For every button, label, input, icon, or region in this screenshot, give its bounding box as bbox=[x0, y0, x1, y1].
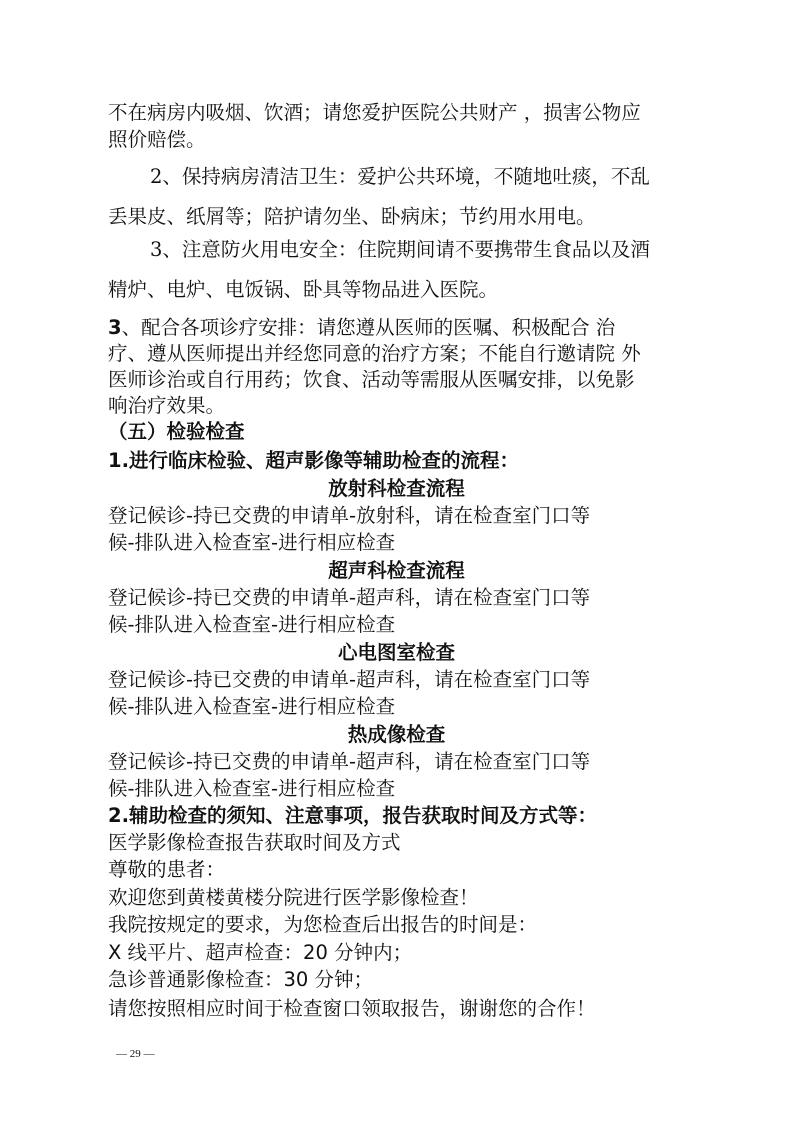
procedure-line: 候-排队进入检查室-进行相应检查 bbox=[108, 613, 396, 636]
paragraph-line: 2、保持病房清洁卫生：爱护公共环境，不随地吐痰，不乱 bbox=[150, 165, 650, 188]
notice-line: 急诊普通影像检查：30 分钟； bbox=[108, 968, 374, 991]
notice-line: 尊敬的患者： bbox=[108, 858, 226, 881]
item-title: 1.进行临床检验、超声影像等辅助检查的流程： bbox=[108, 449, 519, 472]
item-title: 2.辅助检查的须知、注意事项，报告获取时间及方式等： bbox=[108, 804, 597, 827]
procedure-line: 登记候诊-持已交费的申请单-超声科，请在检查室门口等 bbox=[108, 586, 591, 609]
procedure-line: 候-排队进入检查室-进行相应检查 bbox=[108, 777, 396, 800]
notice-line: 请您按照相应时间于检查窗口领取报告，谢谢您的合作！ bbox=[108, 997, 596, 1020]
procedure-title: 热成像检查 bbox=[347, 723, 446, 746]
notice-line: 医学影像检查报告获取时间及方式 bbox=[108, 831, 401, 854]
procedure-line: 候-排队进入检查室-进行相应检查 bbox=[108, 531, 396, 554]
procedure-line: 登记候诊-持已交费的申请单-超声科，请在检查室门口等 bbox=[108, 750, 591, 773]
page-number: — 29 — bbox=[116, 1048, 155, 1060]
paragraph-line: 精炉、电炉、电饭锅、卧具等物品进入医院。 bbox=[108, 278, 499, 301]
section-heading: （五）检验检查 bbox=[108, 420, 245, 443]
procedure-line: 候-排队进入检查室-进行相应检查 bbox=[108, 695, 396, 718]
paragraph-line: 疗、遵从医师提出并经您同意的治疗方案；不能自行邀请院 外 bbox=[108, 342, 641, 365]
paragraph-line: 响治疗效果。 bbox=[108, 394, 226, 417]
paragraph-line: 医师诊治或自行用药；饮食、活动等需服从医嘱安排，以免影 bbox=[108, 368, 635, 391]
notice-line: 欢迎您到黄楼黄楼分院进行医学影像检查！ bbox=[108, 886, 479, 909]
paragraph-line: 照价赔偿。 bbox=[108, 128, 206, 151]
procedure-title: 放射科检查流程 bbox=[328, 477, 465, 500]
paragraph-line bbox=[108, 318, 615, 338]
section-number: 3 bbox=[108, 316, 122, 339]
paragraph-line: 丢果皮、纸屑等；陪护请勿坐、卧病床；节约用水用电。 bbox=[108, 205, 596, 228]
procedure-line: 登记候诊-持已交费的申请单-超声科，请在检查室门口等 bbox=[108, 668, 591, 691]
paragraph-line: 3、注意防火用电安全：住院期间请不要携带生食品以及酒 bbox=[150, 238, 650, 261]
paragraph-line: 不在病房内吸烟、饮酒；请您爱护医院公共财产 ，损害公物应 bbox=[108, 101, 641, 124]
procedure-line: 登记候诊-持已交费的申请单-放射科，请在检查室门口等 bbox=[108, 504, 591, 527]
procedure-title: 心电图室检查 bbox=[337, 641, 455, 664]
procedure-title: 超声科检查流程 bbox=[328, 559, 465, 582]
notice-line: 我院按规定的要求，为您检查后出报告的时间是： bbox=[108, 913, 538, 936]
paragraph-text: 、配合各项诊疗安排：请您遵从医师的医嘱、积极配合 治 bbox=[121, 316, 616, 339]
notice-line: X 线平片、超声检查：20 分钟内； bbox=[108, 941, 413, 964]
